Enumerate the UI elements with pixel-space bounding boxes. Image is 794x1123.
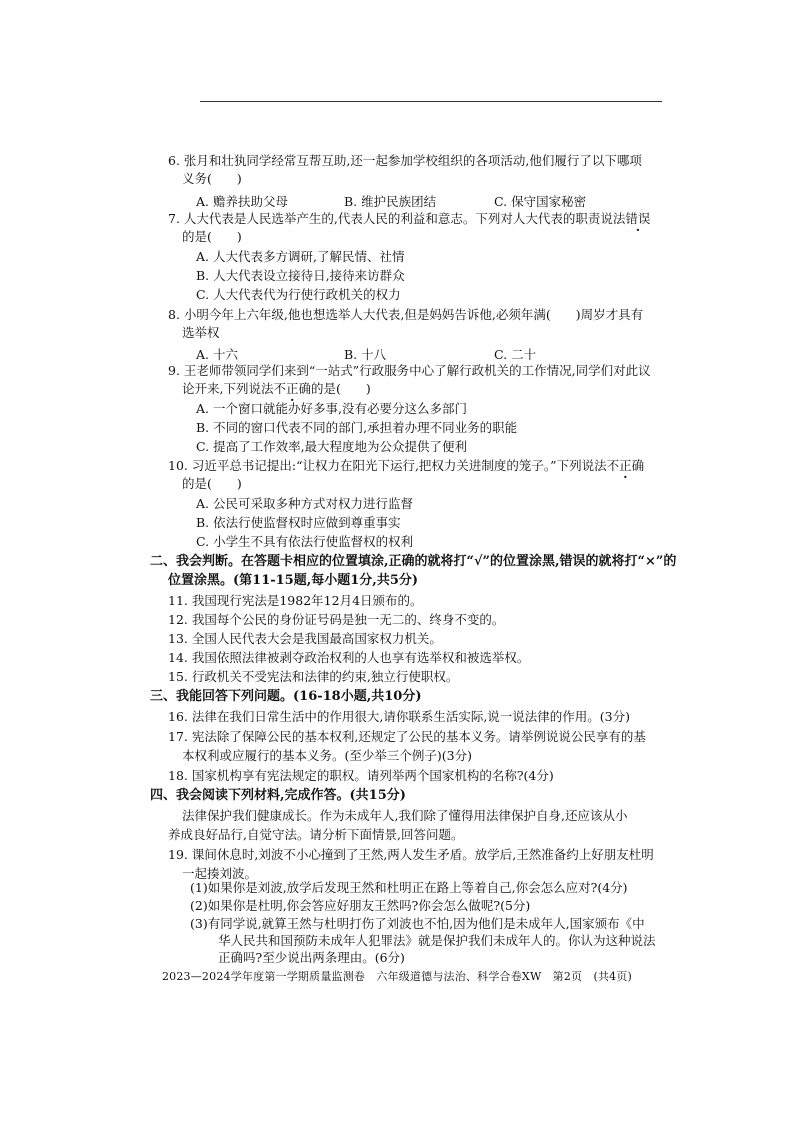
q6-option-a: A. 赡养扶助父母 bbox=[196, 194, 288, 209]
q9-option-c: C. 提高了工作效率,最大程度地为公众提供了便利 bbox=[196, 439, 468, 454]
q6-option-c: C. 保守国家秘密 bbox=[494, 194, 587, 209]
q9-stem-cont bbox=[182, 381, 371, 397]
q6-option-b: B. 维护民族团结 bbox=[344, 194, 437, 209]
q7-option-c: C. 人大代表代为行使行政机关的权力 bbox=[196, 287, 401, 302]
q13: 13. 全国人民代表大会是我国最高国家权力机关。 bbox=[168, 631, 442, 646]
section-4-heading: 四、我会阅读下列材料,完成作答。(共15分) bbox=[150, 788, 406, 803]
header-rule bbox=[200, 101, 662, 102]
q12: 12. 我国每个公民的身份证号码是独一无二的、终身不变的。 bbox=[168, 612, 505, 627]
q10-emphasis: 不正确 bbox=[606, 458, 645, 473]
q16: 16. 法律在我们日常生活中的作用很大,请你联系生活实际,说一说法律的作用。(3分) bbox=[168, 709, 631, 724]
q8-option-c: C. 二十 bbox=[494, 347, 537, 362]
q8-option-a: A. 十六 bbox=[196, 347, 238, 362]
q8-option-b: B. 十八 bbox=[344, 347, 387, 362]
q7-option-a: A. 人大代表多方调研,了解民情、社情 bbox=[196, 249, 405, 264]
q7-stem bbox=[168, 211, 650, 227]
material-intro: 法律保护我们健康成长。作为未成年人,我们除了懂得用法律保护自身,还应该从小 bbox=[182, 808, 628, 823]
q19-sub2: (2)如果你是杜明,你会答应好朋友王然吗?你会怎么做呢?(5分) bbox=[190, 898, 531, 913]
q9-stem-end: 的是( ) bbox=[311, 381, 371, 396]
q19-sub3-end: 正确吗?至少说出两条理由。(6分) bbox=[218, 950, 405, 965]
q9-stem-text: 论开来,下列说法 bbox=[182, 381, 274, 396]
q17: 17. 宪法除了保障公民的基本权利,还规定了公民的基本义务。请举例说说公民享有的基 bbox=[168, 729, 646, 744]
q19: 19. 课间休息时,刘波不小心撞到了王然,两人发生矛盾。放学后,王然准备约上好朋友杜明 bbox=[168, 847, 654, 862]
q10-stem-text: 10. 习近平总书记提出:“让权力在阳光下运行,把权力关进制度的笼子。”下列说法 bbox=[168, 458, 607, 473]
q9-option-a: A. 一个窗口就能办好多事,没有必要分这么多部门 bbox=[196, 401, 467, 416]
q7-emphasis: 错误 bbox=[625, 211, 651, 226]
q9-stem: 9. 王老师带领同学们来到“一站式”行政服务中心了解行政机关的工作情况,同学们对此议 bbox=[168, 363, 651, 378]
q15: 15. 行政机关不受宪法和法律的约束,独立行使职权。 bbox=[168, 669, 459, 684]
material-intro-cont: 养成良好品行,自觉守法。请分析下面情景,回答问题。 bbox=[168, 827, 464, 842]
q10-option-c: C. 小学生不具有依法行使监督权的权利 bbox=[196, 534, 414, 549]
q7-stem-cont: 的是( ) bbox=[182, 229, 242, 244]
q10-option-a: A. 公民可采取多种方式对权力进行监督 bbox=[196, 496, 413, 511]
q11: 11. 我国现行宪法是1982年12月4日颁布的。 bbox=[168, 593, 423, 608]
q6-stem-cont: 义务( ) bbox=[182, 171, 242, 186]
section-3-heading: 三、我能回答下列问题。(16-18小题,共10分) bbox=[150, 689, 422, 704]
q19-sub3: (3)有同学说,就算王然与杜明打伤了刘波也不怕,因为他们是未成年人,国家颁布《中 bbox=[190, 916, 645, 931]
q10-stem-cont: 的是( ) bbox=[182, 476, 242, 491]
q7-stem-text: 7. 人大代表是人民选举产生的,代表人民的利益和意志。下列对人大代表的职责说法 bbox=[168, 211, 626, 226]
q19-sub3-cont: 华人民共和国预防未成年人犯罪法》就是保护我们未成年人的。你认为这种说法 bbox=[218, 933, 656, 948]
q17-cont: 本权利或应履行的基本义务。(至少举三个例子)(3分) bbox=[182, 748, 472, 763]
q18: 18. 国家机构享有宪法规定的职权。请列举两个国家机构的名称?(4分) bbox=[168, 768, 554, 783]
q6-stem: 6. 张月和壮犱同学经常互帮互助,还一起参加学校组织的各项活动,他们履行了以下哪项 bbox=[168, 153, 642, 168]
q14: 14. 我国依照法律被剥夺政治权利的人也享有选举权和被选举权。 bbox=[168, 650, 530, 665]
q7-option-b: B. 人大代表设立接待日,接待来访群众 bbox=[196, 268, 405, 283]
q9-option-b: B. 不同的窗口代表不同的部门,承担着办理不同业务的职能 bbox=[196, 420, 518, 435]
q19-sub1: (1)如果你是刘波,放学后发现王然和杜明正在路上等着自己,你会怎么应对?(4分) bbox=[190, 880, 628, 895]
page-footer: 2023—2024学年度第一学期质量监测卷 六年级道德与法治、科学合卷XW 第2页 (共4页) bbox=[161, 970, 633, 983]
q19-cont: 一起揍刘波。 bbox=[182, 866, 258, 881]
q8-stem: 8. 小明今年上六年级,他也想选举人大代表,但是妈妈告诉他,必须年满( )周岁才具有 bbox=[168, 307, 644, 322]
section-2-heading: 二、我会判断。在答题卡相应的位置填涂,正确的就将打“√”的位置涂黑,错误的就将打“×”的 bbox=[150, 554, 677, 569]
section-2-heading-cont: 位置涂黑。(第11-15题,每小题1分,共5分) bbox=[168, 573, 419, 588]
q10-stem bbox=[168, 458, 644, 474]
q10-option-b: B. 依法行使监督权时应做到尊重事实 bbox=[196, 515, 401, 530]
q8-stem-cont: 选举权 bbox=[182, 325, 220, 340]
q9-emphasis: 不正确 bbox=[273, 381, 311, 396]
